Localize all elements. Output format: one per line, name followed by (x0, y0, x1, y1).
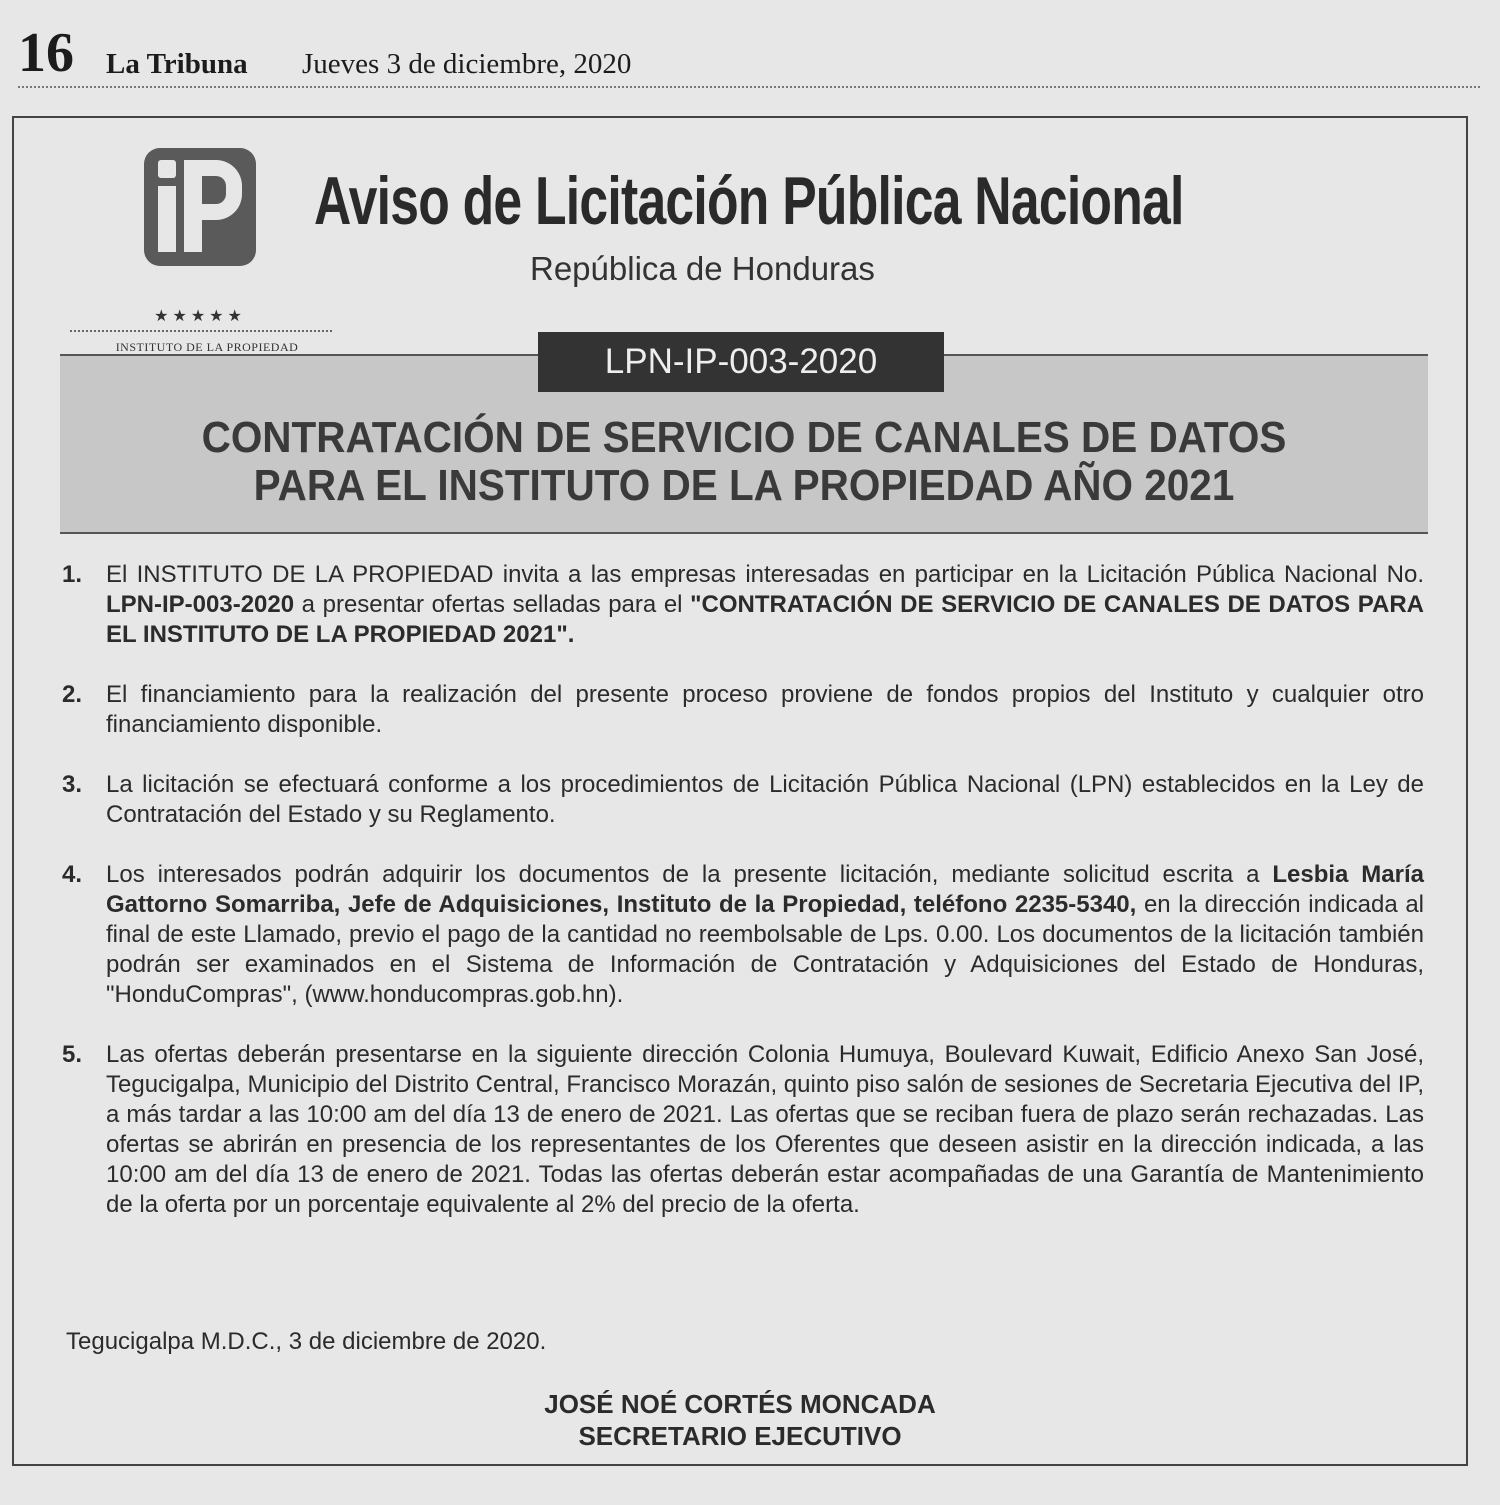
item-number: 1. (62, 561, 83, 588)
item-text: El financiamiento para la realización del presente proceso proviene de fondos propios del Instituto y cualquier otro financiamiento disponible. (106, 681, 1424, 738)
dateline: Tegucigalpa M.D.C., 3 de diciembre de 2020. (66, 1328, 547, 1355)
item-bold-text: Lesbia María Gattorno Somarriba, Jefe de Adquisiciones, Instituto de la Propiedad, teléfono 2235-5340, (106, 861, 1424, 918)
item-text: El INSTITUTO DE LA PROPIEDAD invita a las empresas interesadas en participar en la Licitación Pública Nacional No. (106, 561, 1424, 588)
tender-code-badge: LPN-IP-003-2020 (538, 332, 944, 392)
item-bold-text: LPN-IP-003-2020 (106, 591, 295, 618)
notice-item-4 (62, 860, 1424, 1010)
item-text: Los interesados podrán adquirir los documentos de la presente licitación, mediante solicitud escrita a (106, 861, 1273, 888)
item-number: 3. (62, 771, 83, 798)
notice-frame (12, 116, 1468, 1466)
stars-icon: ★★★★★ (154, 308, 246, 325)
signatory-name: JOSÉ NOÉ CORTÉS MONCADA (544, 1389, 936, 1419)
notice-item-1 (62, 560, 1424, 650)
contract-title-line-2: PARA EL INSTITUTO DE LA PROPIEDAD AÑO 2021 (253, 461, 1235, 510)
publication-date: Jueves 3 de diciembre, 2020 (302, 48, 632, 80)
item-text: La licitación se efectuará conforme a los procedimientos de Licitación Pública Nacional (LPN) establecidos en la Ley de Contratación del Estado y su Reglamento. (106, 771, 1424, 828)
item-text: Las ofertas deberán presentarse en la siguiente dirección Colonia Humuya, Boulevard Kuwait, Edificio Anexo San José, Tegucigalpa, Municipio del Distrito Central, Francisco Morazán, quinto piso salón de sesiones de Secretaria Ejecutiva del IP, a más tardar a las 10:00 am del día 13 de enero de 2021. Las ofertas que se reciban fuera de plazo serán rechazadas. Las ofertas se abrirán en presencia de los representantes de los Oferentes que deseen asistir en la dirección indicada, a las 10:00 am del día 13 de enero de 2021. Todas las ofertas deberán estar acompañadas de una Garantía de Mantenimiento de la oferta por un porcentaje equivalente al 2% del precio de la oferta. (106, 1041, 1424, 1218)
item-text: a presentar ofertas selladas para el (294, 591, 691, 618)
masthead-divider (18, 86, 1480, 88)
item-text: en la dirección indicada al final de este Llamado, previo el pago de la cantidad no reembolsable de Lps. 0.00. Los documentos de la licitación también podrán ser examinados en el Sistema de Información de Contratación y Adquisiciones del Estado de Honduras, "HonduCompras", (www.honducompras.gob.hn). (106, 891, 1424, 1008)
notice-items (62, 560, 1424, 1250)
page-number: 16 (18, 22, 74, 84)
signatory-role: SECRETARIO EJECUTIVO (578, 1421, 902, 1451)
logo-divider (70, 330, 332, 332)
notice-item-5 (62, 1040, 1424, 1220)
notice-item-3 (62, 770, 1424, 830)
logo-caption: INSTITUTO DE LA PROPIEDAD (115, 340, 299, 354)
item-number: 2. (62, 681, 83, 708)
contract-title (115, 414, 1374, 510)
title-band (60, 342, 1428, 534)
signature-block (14, 1388, 1466, 1452)
notice-title: Aviso de Licitación Pública Nacional (314, 163, 1184, 239)
item-number: 5. (62, 1041, 83, 1068)
notice-item-2 (62, 680, 1424, 740)
contract-title-line-1: CONTRATACIÓN DE SERVICIO DE CANALES DE DATOS (201, 413, 1287, 462)
notice-subtitle: República de Honduras (530, 250, 875, 287)
institution-logo (115, 148, 299, 354)
masthead (18, 22, 1480, 88)
ip-logo-icon (144, 148, 256, 266)
newspaper-name: La Tribuna (106, 48, 248, 80)
item-bold-text: "CONTRATACIÓN DE SERVICIO DE CANALES DE DATOS PARA EL INSTITUTO DE LA PROPIEDAD 2021". (106, 591, 1424, 648)
item-number: 4. (62, 861, 83, 888)
